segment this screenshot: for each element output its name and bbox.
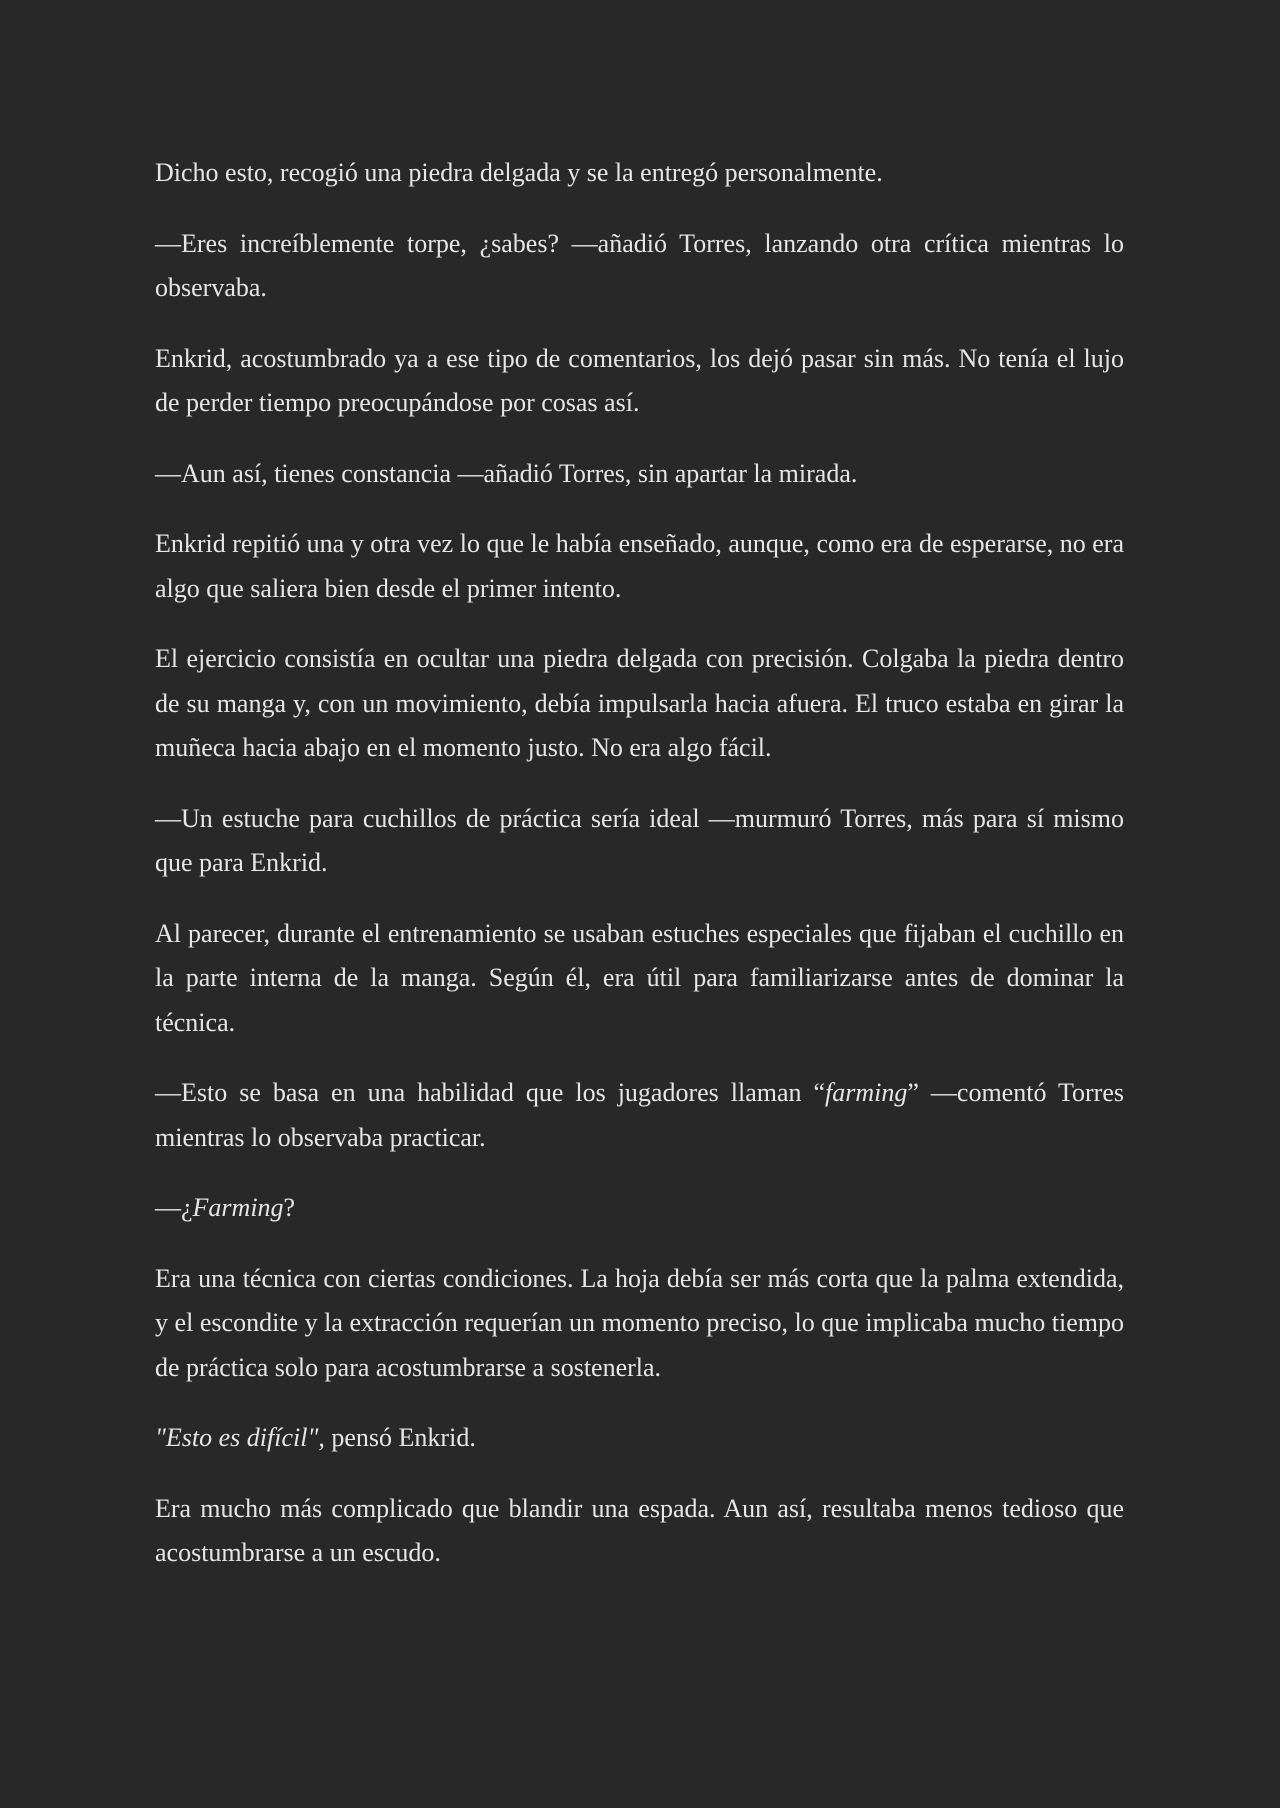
- paragraph: Era una técnica con ciertas condiciones. La hoja debía ser más corta que la palma extendida, y el escondite y la extracción requerían un momento preciso, lo que implicaba mucho tiempo de práctica solo para acostumbrarse a sostenerla.: [155, 1263, 1124, 1382]
- paragraph: Al parecer, durante el entrenamiento se usaban estuches especiales que fijaban el cuchillo en la parte interna de la manga. Según él, era útil para familiarizarse antes de dominar la técnica.: [155, 918, 1124, 1037]
- italic-thought: "Esto es difícil",: [155, 1423, 325, 1452]
- paragraph: [155, 1416, 1124, 1461]
- paragraph: Dicho esto, recogió una piedra delgada y se la entregó personalmente.: [155, 158, 883, 187]
- paragraph: [155, 1071, 1124, 1160]
- paragraph-text: ” —comentó Torres mientras lo observaba practicar.: [155, 1078, 1125, 1152]
- reading-pane: [155, 151, 1124, 1576]
- paragraph-text: —¿: [155, 1193, 193, 1222]
- italic-term: farming: [825, 1078, 908, 1107]
- paragraph: —Un estuche para cuchillos de práctica sería ideal —murmuró Torres, más para sí mismo que para Enkrid.: [155, 803, 1124, 877]
- paragraph-text: ?: [283, 1193, 296, 1222]
- paragraph: [155, 1186, 1124, 1231]
- paragraph-text: pensó Enkrid.: [324, 1423, 476, 1452]
- paragraph: —Aun así, tienes constancia —añadió Torres, sin apartar la mirada.: [155, 458, 858, 488]
- paragraph: Enkrid repitió una y otra vez lo que le había enseñado, aunque, como era de esperarse, no era algo que saliera bien desde el primer intento.: [155, 529, 1124, 603]
- paragraph: Era mucho más complicado que blandir una espada. Aun así, resultaba menos tedioso que acostumbrarse a un escudo.: [155, 1493, 1124, 1567]
- paragraph-text: —Esto se basa en una habilidad que los jugadores llaman “: [155, 1078, 826, 1107]
- italic-term: Farming: [192, 1193, 284, 1222]
- paragraph: —Eres increíblemente torpe, ¿sabes? —añadió Torres, lanzando otra crítica mientras lo observaba.: [155, 228, 1124, 302]
- paragraph: Enkrid, acostumbrado ya a ese tipo de comentarios, los dejó pasar sin más. No tenía el lujo de perder tiempo preocupándose por cosas así.: [155, 343, 1124, 417]
- paragraph: El ejercicio consistía en ocultar una piedra delgada con precisión. Colgaba la piedra dentro de su manga y, con un movimiento, debía impulsarla hacia afuera. El truco estaba en girar la muñeca hacia abajo en el momento justo. No era algo fácil.: [155, 644, 1124, 762]
